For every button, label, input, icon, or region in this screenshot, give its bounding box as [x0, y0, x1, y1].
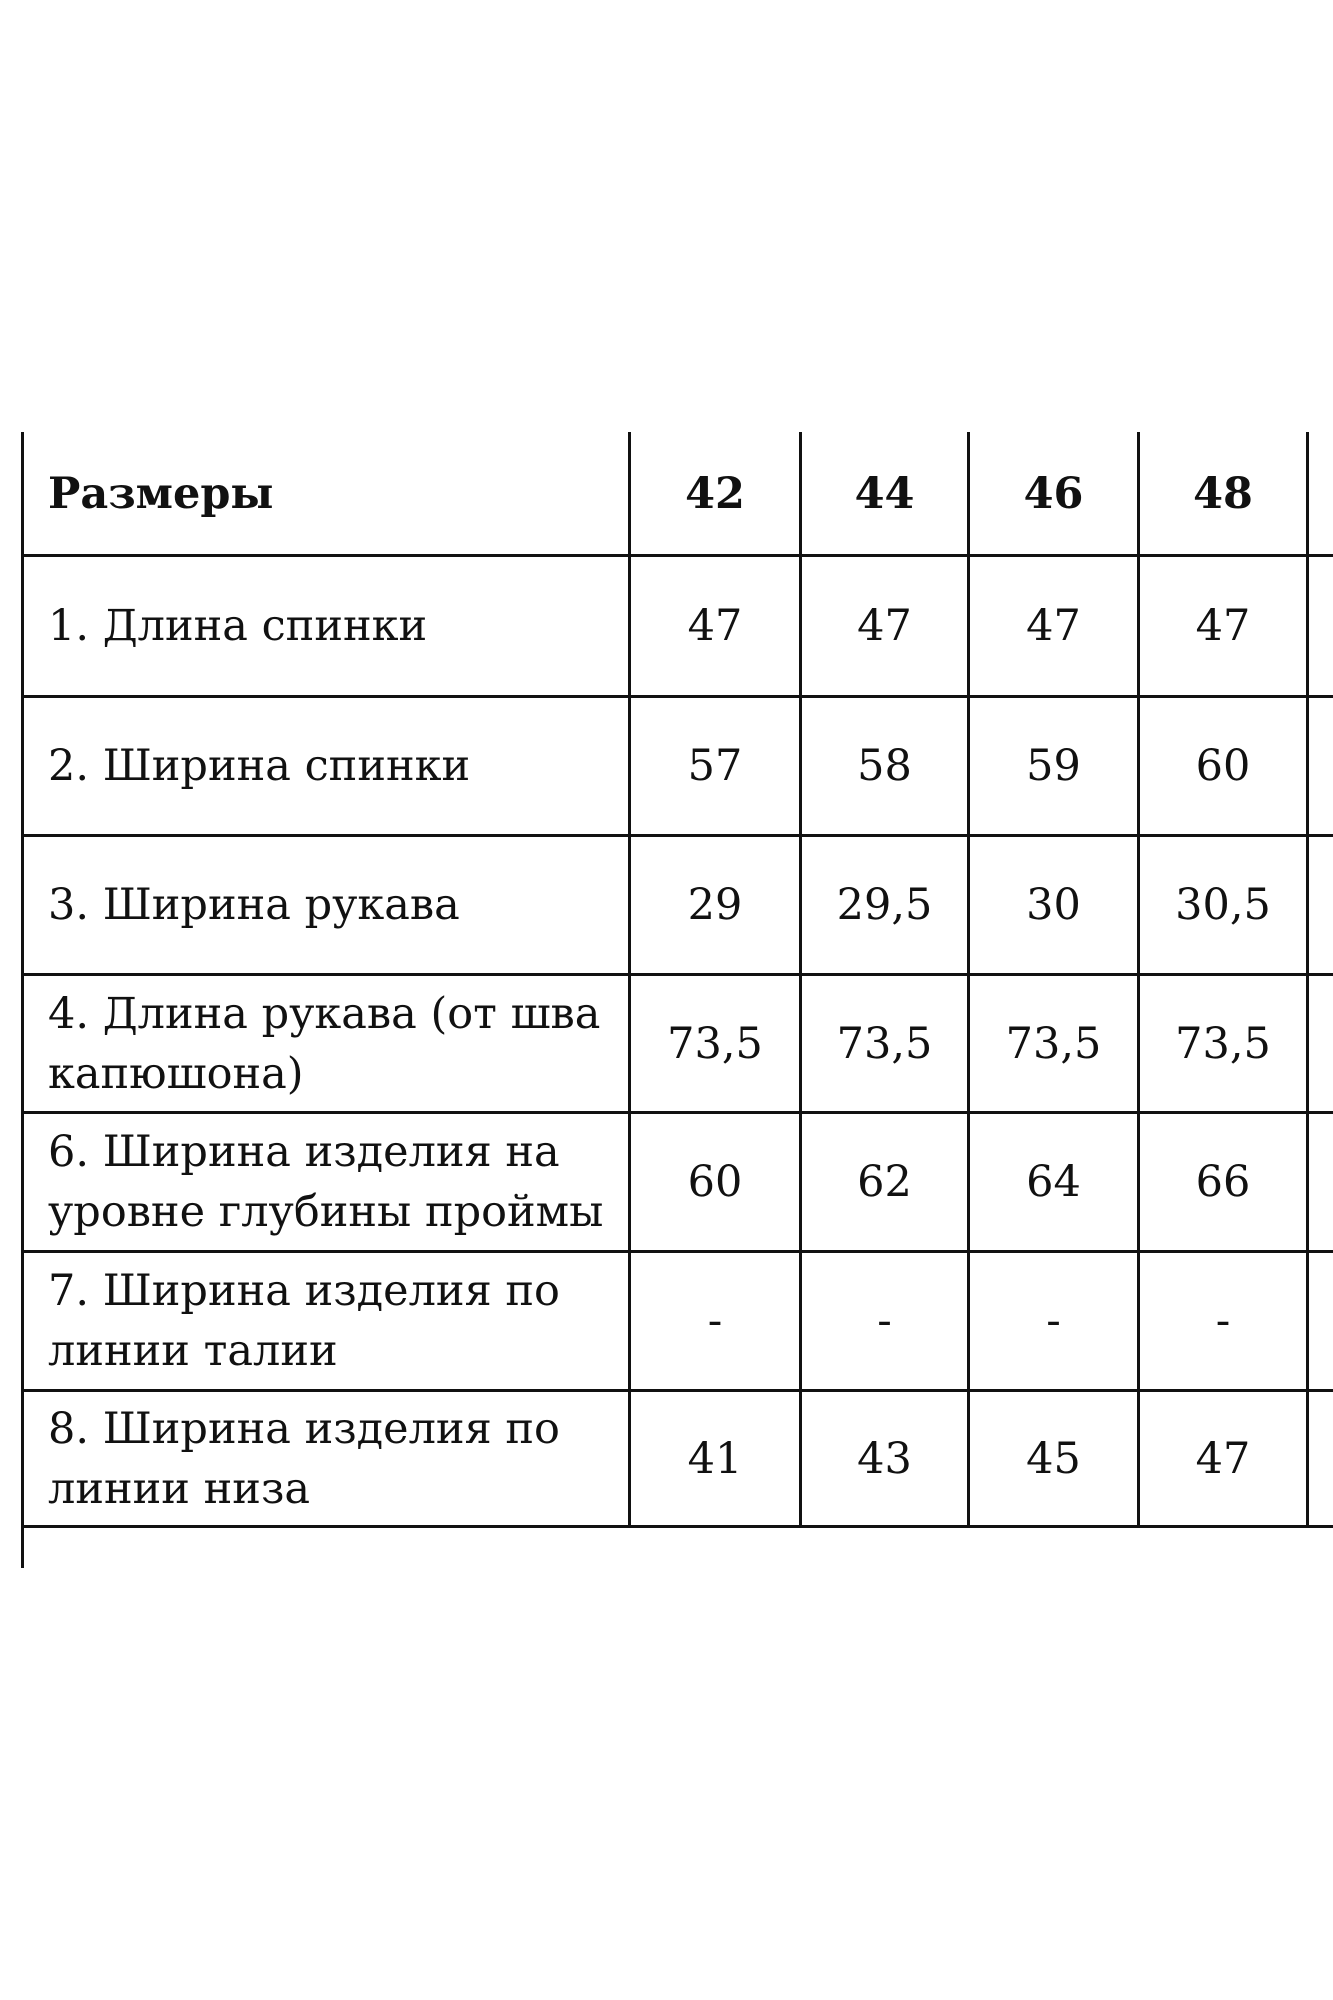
header-size: 48 — [1193, 469, 1253, 519]
row-label-line: линии низа — [48, 1463, 311, 1514]
header-size: 44 — [854, 469, 915, 519]
row-label-line: 4. Длина рукава (от шва — [48, 988, 601, 1039]
row-value: 60 — [687, 1157, 743, 1207]
row-label-line: капюшона) — [48, 1048, 304, 1099]
row-label-line: 8. Ширина изделия по — [48, 1403, 560, 1454]
row-label: 1. Длина спинки — [48, 601, 428, 651]
grid-line-horizontal — [21, 1525, 1333, 1528]
header-label: Размеры — [48, 469, 274, 519]
row-value: 43 — [857, 1433, 912, 1484]
row-value: - — [877, 1296, 892, 1346]
row-value: - — [1046, 1296, 1061, 1346]
row-value: 73,5 — [836, 1018, 933, 1069]
row-value: 59 — [1026, 741, 1081, 791]
row-label-line: 7. Ширина изделия по — [48, 1266, 560, 1316]
row-value: 58 — [857, 741, 912, 791]
row-value: 45 — [1026, 1433, 1081, 1484]
row-value: 47 — [1026, 601, 1081, 651]
row-value: 29 — [687, 880, 743, 930]
row-value: - — [1215, 1296, 1231, 1346]
grid-line-vertical — [1306, 432, 1309, 1528]
row-value: - — [707, 1296, 723, 1346]
row-label — [24, 1114, 628, 1250]
row-value: 30,5 — [1175, 880, 1271, 930]
row-value: 73,5 — [1175, 1018, 1271, 1069]
row-label-line: линии талии — [48, 1326, 338, 1376]
row-label-line: уровне глубины проймы — [48, 1187, 604, 1237]
row-value: 57 — [687, 741, 743, 791]
row-value: 47 — [1195, 601, 1251, 651]
row-label: 3. Ширина рукава — [48, 880, 460, 930]
row-label — [24, 1392, 628, 1525]
row-label: 2. Ширина спинки — [48, 741, 471, 791]
row-value: 47 — [1195, 1433, 1251, 1484]
row-value: 64 — [1026, 1157, 1081, 1207]
row-value: 29,5 — [836, 880, 933, 930]
row-value: 73,5 — [1005, 1018, 1102, 1069]
row-value: 73,5 — [667, 1018, 763, 1069]
header-size: 42 — [685, 469, 745, 519]
header-size: 46 — [1023, 469, 1084, 519]
row-label-line: 6. Ширина изделия на — [48, 1127, 560, 1177]
row-value: 66 — [1195, 1157, 1251, 1207]
row-label — [24, 976, 628, 1111]
row-value: 30 — [1026, 880, 1081, 930]
row-value: 47 — [687, 601, 743, 651]
row-label — [24, 1253, 628, 1389]
row-value: 47 — [857, 601, 912, 651]
row-value: 62 — [857, 1157, 912, 1207]
row-value: 41 — [687, 1433, 743, 1484]
row-value: 60 — [1195, 741, 1251, 791]
